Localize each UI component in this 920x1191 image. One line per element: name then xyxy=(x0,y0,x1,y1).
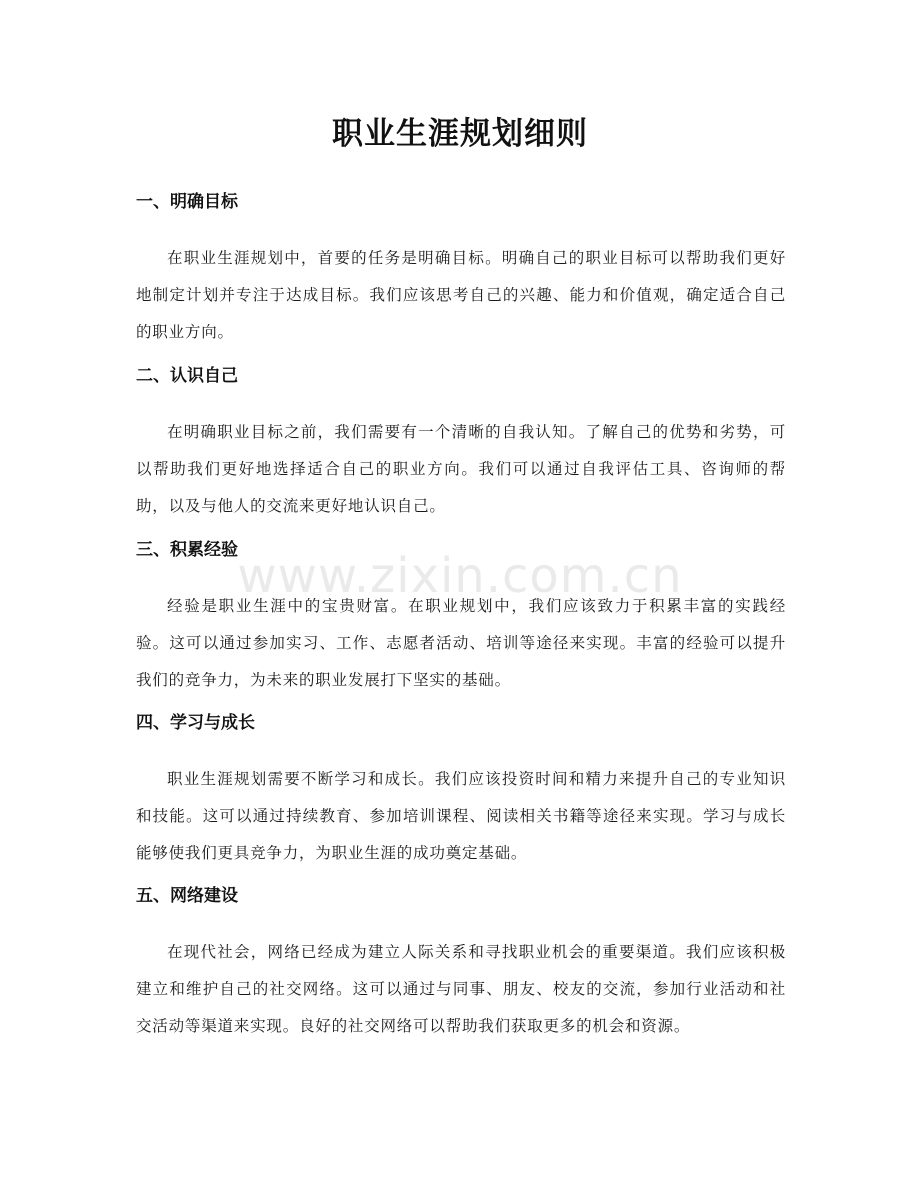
section-paragraph: 在现代社会，网络已经成为建立人际关系和寻找职业机会的重要渠道。我们应该积极建立和维护自己的社交网络。这可以通过与同事、朋友、校友的交流，参加行业活动和社交活动等渠道来实现。良好的社交网络可以帮助我们获取更多的机会和资源。 xyxy=(136,943,786,1035)
section-heading: 四、学习与成长 xyxy=(136,713,255,733)
watermark: www.zixin.com.cn xyxy=(237,548,683,604)
section-paragraph: 在职业生涯规划中，首要的任务是明确目标。明确自己的职业目标可以帮助我们更好地制定计划并专注于达成目标。我们应该思考自己的兴趣、能力和价值观，确定适合自己的职业方向。 xyxy=(136,249,786,341)
section-know-yourself xyxy=(136,364,786,525)
section-heading: 二、认识自己 xyxy=(136,366,238,386)
section-paragraph: 职业生涯规划需要不断学习和成长。我们应该投资时间和精力来提升自己的专业知识和技能。这可以通过持续教育、参加培训课程、阅读相关书籍等途径来实现。学习与成长能够使我们更具竞争力，为职业生涯的成功奠定基础。 xyxy=(136,770,786,862)
section-learning-growth xyxy=(136,711,786,872)
section-paragraph: 经验是职业生涯中的宝贵财富。在职业规划中，我们应该致力于积累丰富的实践经验。这可以通过参加实习、工作、志愿者活动、培训等途径来实现。丰富的经验可以提升我们的竞争力，为未来的职业发展打下坚实的基础。 xyxy=(136,597,786,689)
section-heading: 一、明确目标 xyxy=(136,192,238,212)
document-title: 职业生涯规划细则 xyxy=(332,116,588,152)
section-clear-goals xyxy=(136,190,786,351)
section-paragraph: 在明确职业目标之前，我们需要有一个清晰的自我认知。了解自己的优势和劣势，可以帮助我们更好地选择适合自己的职业方向。我们可以通过自我评估工具、咨询师的帮助，以及与他人的交流来更好地认识自己。 xyxy=(136,423,786,515)
section-heading: 五、网络建设 xyxy=(136,886,238,906)
section-networking xyxy=(136,884,786,1045)
section-heading: 三、积累经验 xyxy=(136,540,238,560)
section-gain-experience xyxy=(136,538,786,699)
